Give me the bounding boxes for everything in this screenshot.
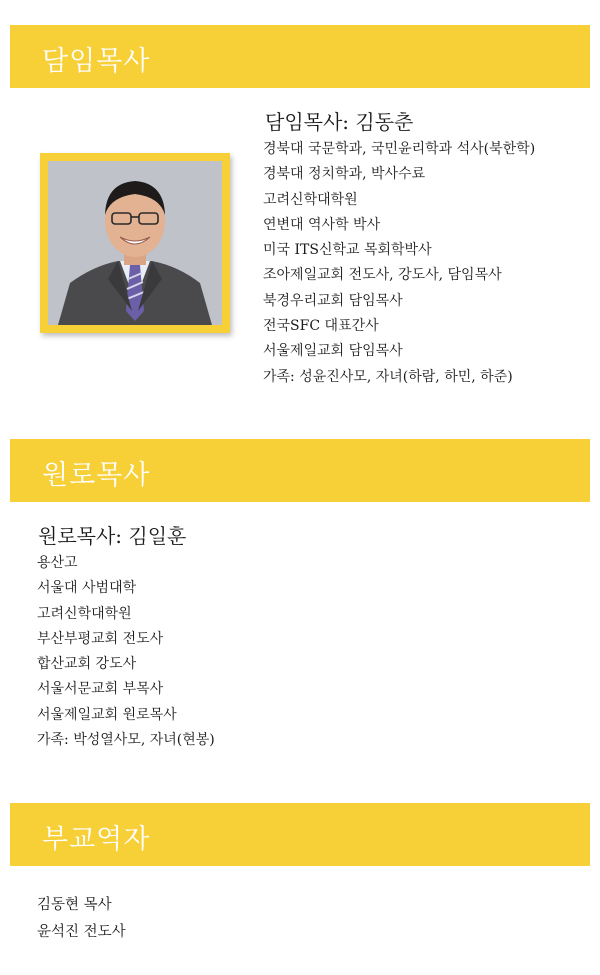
bio-item: 서울제일교회 원로목사 [37,706,177,723]
emeritus-pastor-name: 원로목사: 김일훈 [38,524,187,548]
bio-item: 용산고 [37,555,78,571]
bio-item: 부산부평교회 전도사 [37,630,164,647]
bio-item: 가족: 박성열사모, 자녀(현봉) [37,732,215,749]
bio-item: 서울서문교회 부목사 [37,681,164,698]
associate-ministers-list [37,892,126,946]
bio-item: 북경우리교회 담임목사 [263,292,403,309]
senior-pastor-section-title: 담임목사 [42,46,151,77]
bio-item: 가족: 성윤진사모, 자녀(하람, 하민, 하준) [263,368,513,385]
minister-item: 윤석진 전도사 [37,924,126,940]
bio-item: 고려신학대학원 [37,605,132,622]
bio-item: 미국 ITS신학교 목회학박사 [263,242,432,259]
bio-item: 조아제일교회 전도사, 강도사, 담임목사 [263,267,502,284]
senior-pastor-bio-list [263,137,535,390]
emeritus-pastor-section-title: 원로목사 [42,460,151,491]
bio-item: 고려신학대학원 [263,191,358,208]
emeritus-pastor-banner [10,439,590,502]
associate-ministers-section-title: 부교역자 [42,824,151,855]
bio-item: 서울제일교회 담임목사 [263,343,403,360]
bio-item: 서울대 사범대학 [37,580,137,597]
senior-pastor-photo-frame [40,153,230,333]
emeritus-pastor-bio-list [37,551,215,753]
associate-ministers-banner [10,803,590,866]
bio-item: 연변대 역사학 박사 [263,216,381,233]
bio-item: 경북대 정치학과, 박사수료 [263,166,426,183]
senior-pastor-banner [10,25,590,88]
bio-item: 전국SFC 대표간사 [263,318,379,335]
senior-pastor-name: 담임목사: 김동춘 [265,110,414,134]
bio-item: 합산교회 강도사 [37,656,137,673]
portrait-image [48,161,222,325]
bio-item: 경북대 국문학과, 국민윤리학과 석사(북한학) [263,141,536,157]
minister-item: 김동현 목사 [37,897,112,913]
senior-pastor-photo [48,161,222,325]
